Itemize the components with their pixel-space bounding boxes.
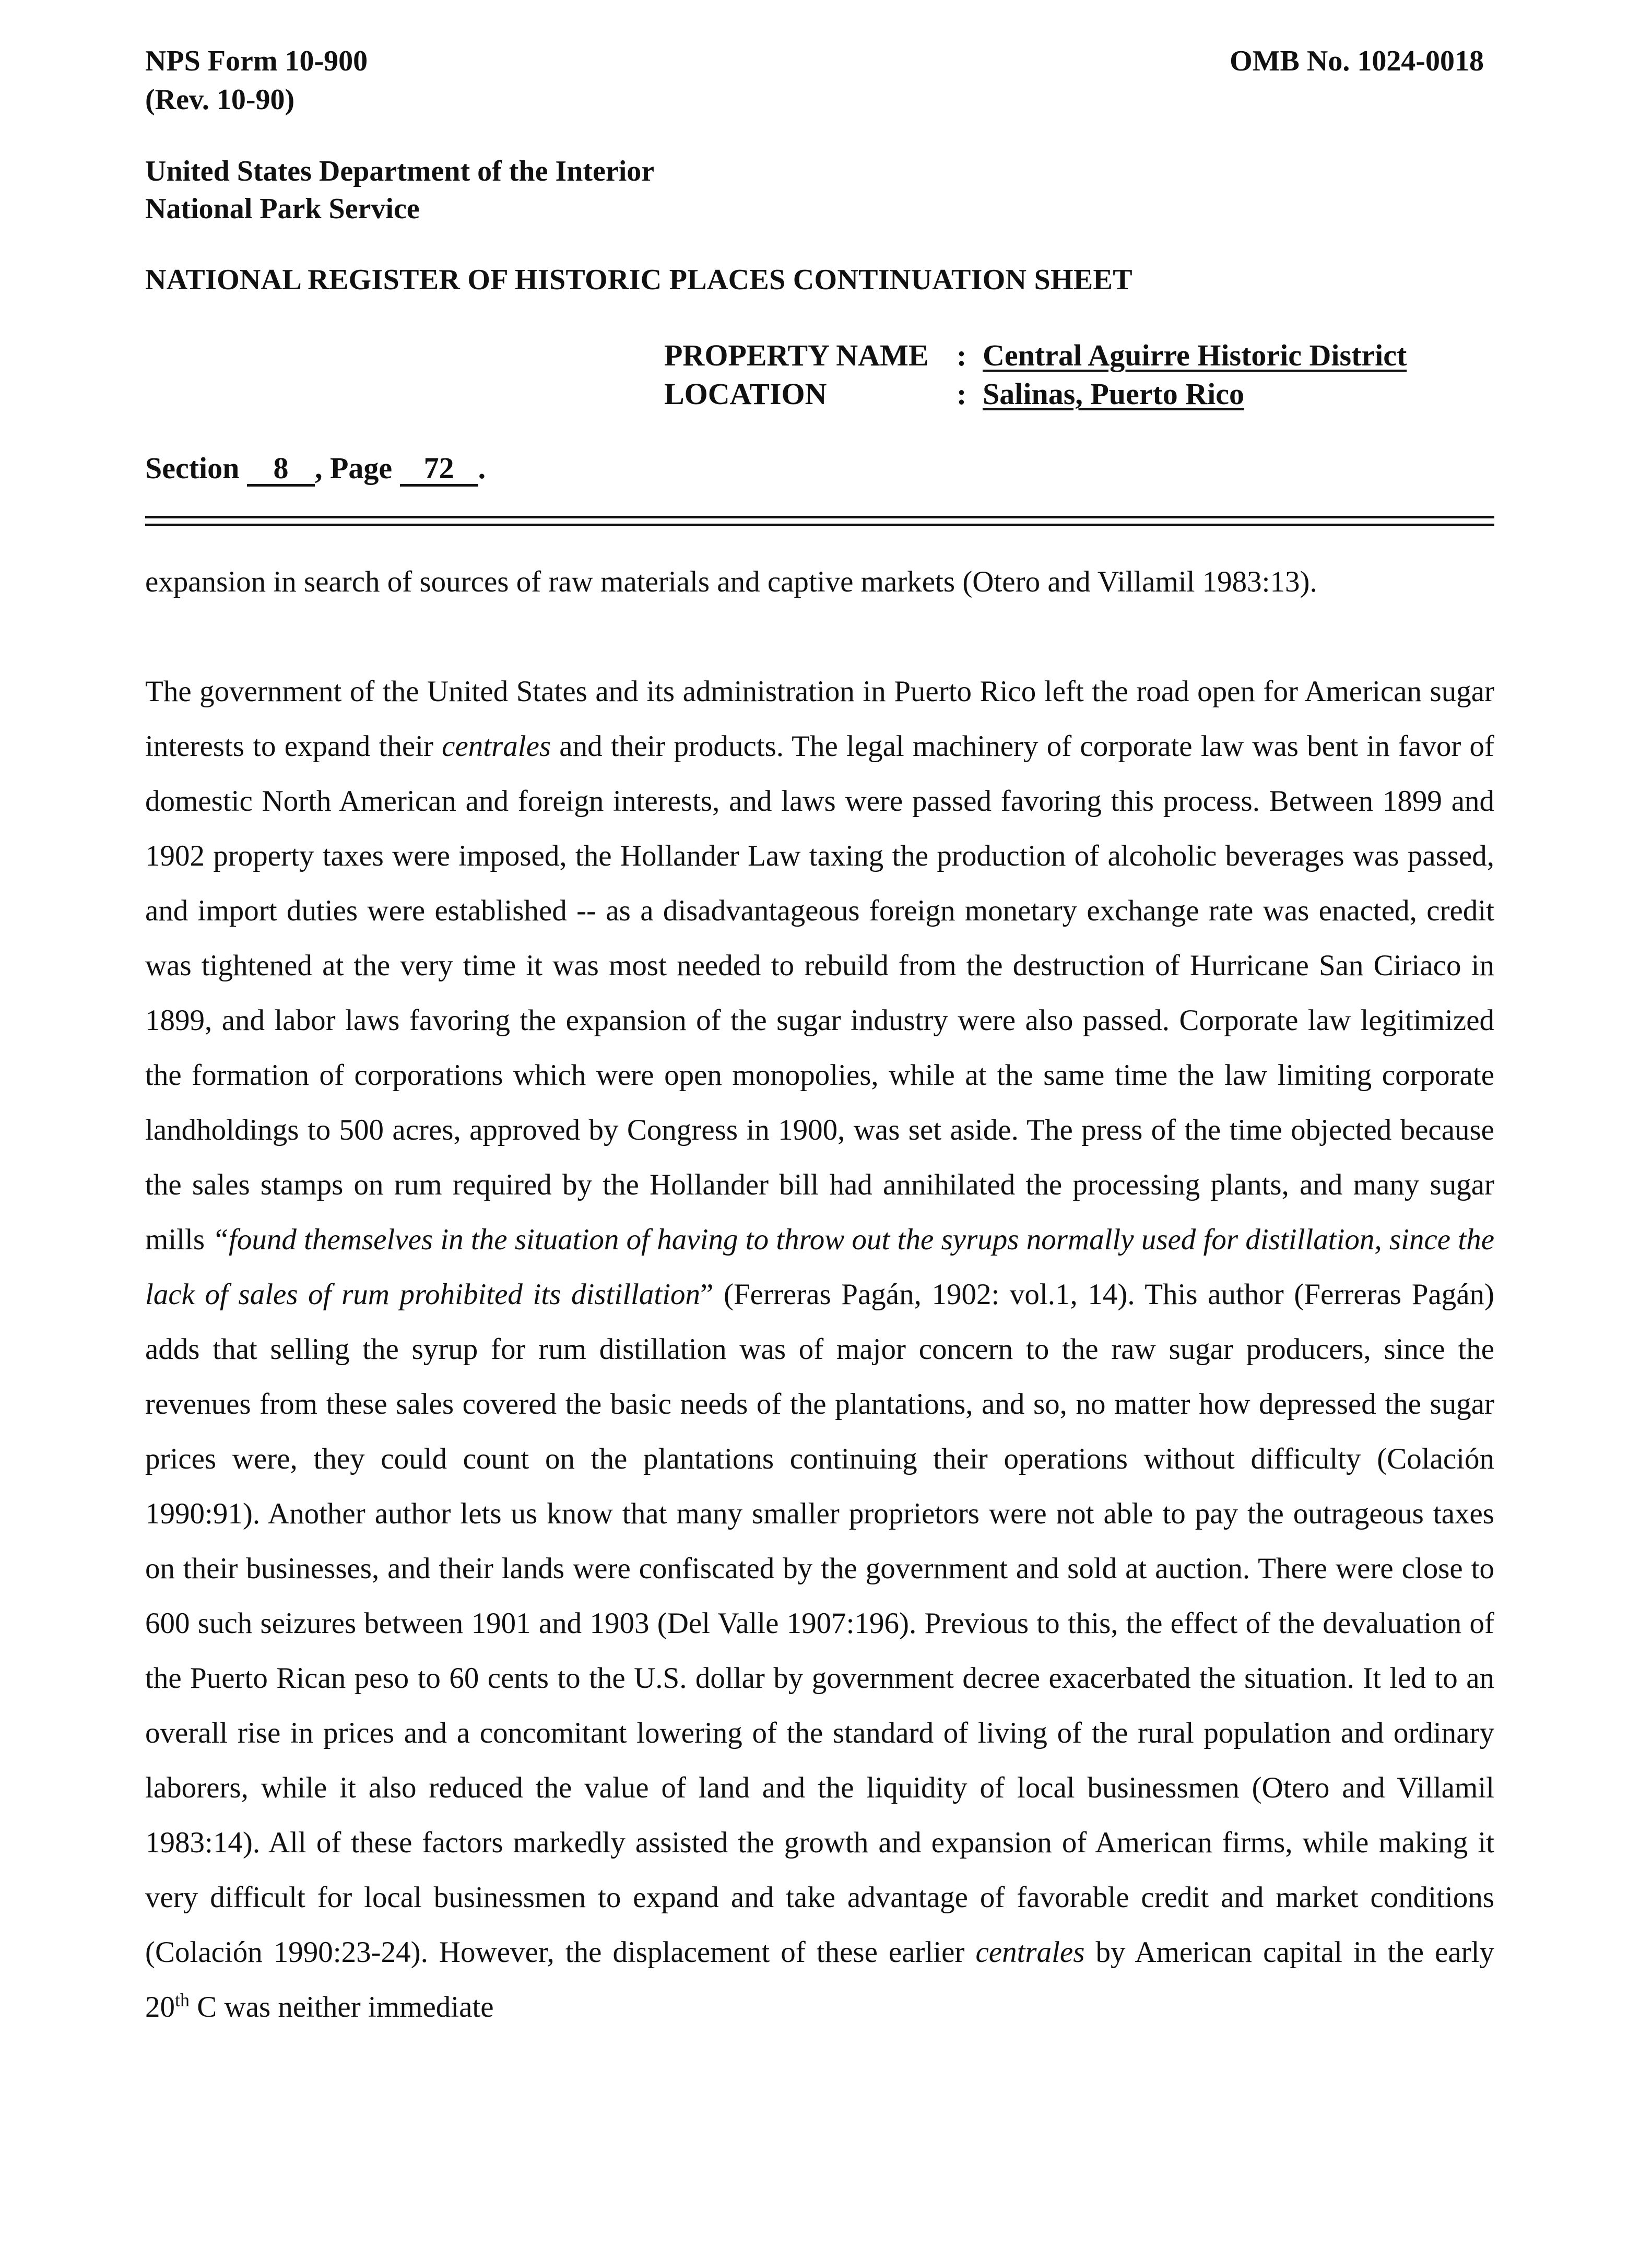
page-number: 72 xyxy=(400,453,478,487)
section-label: Section xyxy=(145,451,240,485)
form-number xyxy=(145,42,368,119)
section-end-mark: . xyxy=(478,451,486,485)
superscript: th xyxy=(175,1990,190,2010)
double-rule-top xyxy=(145,516,1494,518)
text-run: by American capital in the early 20 xyxy=(145,1936,1494,2024)
location-value: Salinas, Puerto Rico xyxy=(983,377,1245,411)
location-separator: : xyxy=(957,377,967,411)
location-row xyxy=(664,375,1407,413)
text-run: The government of the United States and its administration in Puerto Rico left the road open for American sugar interests to expand their xyxy=(145,675,1494,763)
property-info xyxy=(664,336,1407,413)
page-label: , Page xyxy=(314,451,393,485)
agency-block xyxy=(145,152,654,228)
form-number-line: NPS Form 10-900 xyxy=(145,45,368,77)
italic-quote: “found themselves in the situation of having to throw out the syrups normally used for distillation, since the lack of sales of rum prohibited its distillation xyxy=(145,1223,1495,1311)
form-revision-line: (Rev. 10-90) xyxy=(145,84,295,116)
sheet-title: NATIONAL REGISTER OF HISTORIC PLACES CONTINUATION SHEET xyxy=(145,264,1132,296)
property-name-row xyxy=(664,336,1407,375)
italic-term: centrales xyxy=(975,1936,1085,1969)
double-rule-bottom xyxy=(145,524,1494,526)
body-text xyxy=(145,554,1494,2034)
section-number: 8 xyxy=(247,453,315,487)
paragraph-continuation: expansion in search of sources of raw materials and captive markets (Otero and Villamil 1983:13). xyxy=(145,565,1317,598)
text-run: C was neither immediate xyxy=(190,1991,494,2024)
property-name-value: Central Aguirre Historic District xyxy=(983,338,1407,372)
text-run: ” (Ferreras Pagán, 1902: vol.1, 14). This author (Ferreras Pagán) adds that selling the syrup for rum distillation was of major concern to the raw sugar producers, since the revenues from these sales covered the basic needs of the plantations, and so, no matter how depressed the sugar prices were, they could count on the plantations continuing their operations without difficulty (Colación 1990:91). Another author lets us know that many smaller proprietors were not able to pay the outrageous taxes on their businesses, and their lands were confiscated by the government and sold at auction. There were close to 600 such seizures between 1901 and 1903 (Del Valle 1907:196). Previous to this, the effect of the devaluation of the Puerto Rican peso to 60 cents to the U.S. dollar by government decree exacerbated the situation. It led to an overall rise in prices and a concomitant lowering of the standard of living of the rural population and ordinary laborers, while it also reduced the value of land and the liquidity of local businessmen (Otero and Villamil 1983:14). All of these factors markedly assisted the growth and expansion of American firms, while making it very difficult for local businessmen to expand and take advantage of favorable credit and market conditions (Colación 1990:23-24). However, the displacement of these earlier xyxy=(145,1278,1494,1969)
paragraph-main xyxy=(145,664,1494,2034)
section-page-line xyxy=(145,449,486,488)
italic-term: centrales xyxy=(442,730,551,763)
department-name: United States Department of the Interior xyxy=(145,155,655,187)
service-name: National Park Service xyxy=(145,193,420,225)
property-name-label: PROPERTY NAME xyxy=(664,338,929,372)
property-name-separator: : xyxy=(957,338,967,372)
text-run: and their products. The legal machinery of corporate law was bent in favor of domestic North American and foreign interests, and laws were passed favoring this process. Between 1899 and 1902 property taxes were imposed, the Hollander Law taxing the production of alcoholic beverages was passed, and import duties were established -- as a disadvantageous foreign monetary exchange rate was enacted, credit was tightened at the very time it was most needed to rebuild from the destruction of Hurricane San Ciriaco in 1899, and labor laws favoring the expansion of the sugar industry were also passed. Corporate law legitimized the formation of corporations which were open monopolies, while at the same time the law limiting corporate landholdings to 500 acres, approved by Congress in 1900, was set aside. The press of the time objected because the sales stamps on rum required by the Hollander bill had annihilated the processing plants, and many sugar mills xyxy=(145,730,1494,1256)
omb-number: OMB No. 1024-0018 xyxy=(1230,45,1484,77)
location-label: LOCATION xyxy=(664,377,827,411)
